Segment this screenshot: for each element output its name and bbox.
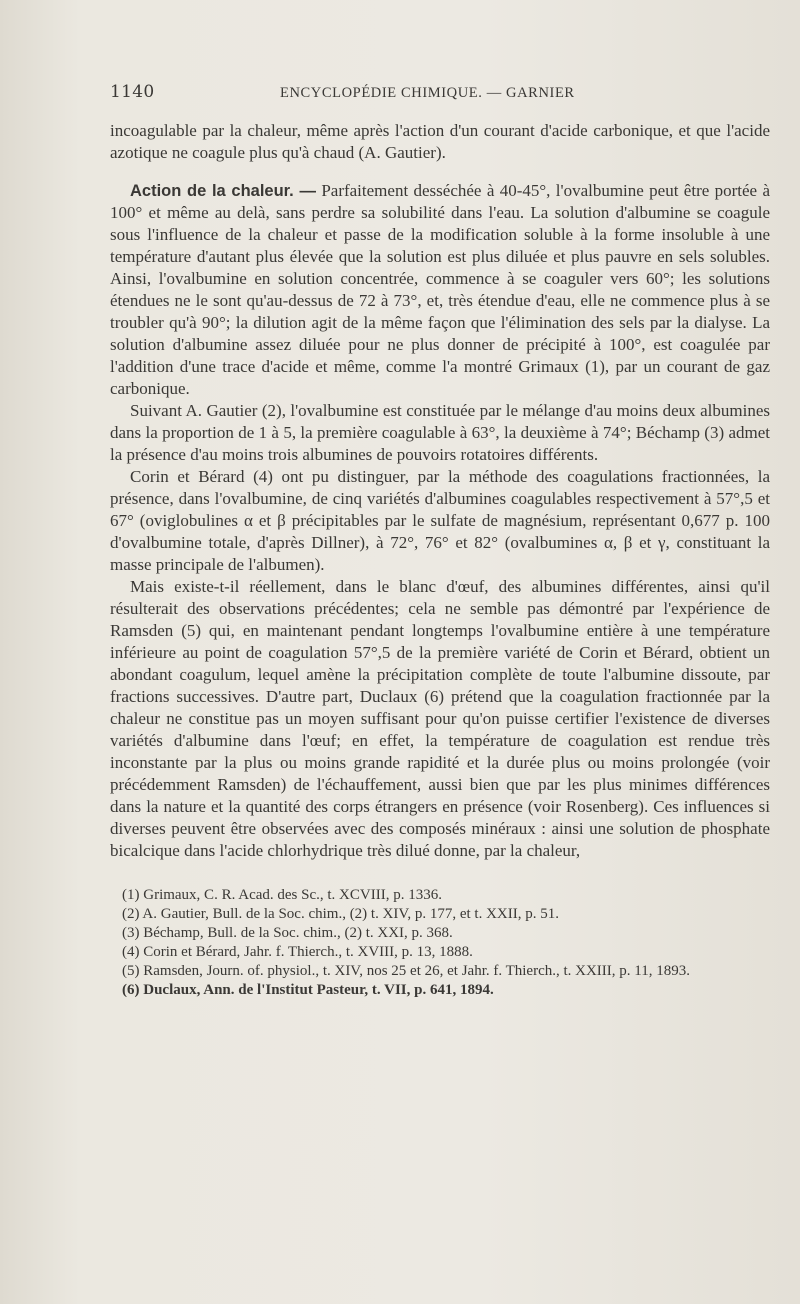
footnotes [110,886,770,1000]
footnote: (3) Béchamp, Bull. de la Soc. chim., (2) t. XXI, p. 368. [122,925,453,941]
body-text [110,120,770,862]
paragraph-text: Parfaitement desséchée à 40-45°, l'ovalbumine peut être portée à 100° et même au delà, sans perdre sa solubilité dans l'eau. La solution d'albumine se coagule sous l'influence de la chaleur et passe de la modification soluble à la forme insoluble à une température d'autant plus élevée que la solution est plus diluée et plus pauvre en sels solubles. Ainsi, l'ovalbumine en solution concentrée, commence à se coaguler vers 60°; les solutions étendues ne le sont qu'au-dessus de 72 à 73°, et, très étendue d'eau, elle ne commence plus à se troubler qu'à 90°; la dilution agit de la même façon que l'élimination des sels par la dialyse. La solution d'albumine assez diluée pour ne plus donner de précipité à 100°, est coagulée par l'addition d'une trace d'acide et même, comme l'a montré Grimaux (1), par un courant de gaz carbonique. [110,181,770,398]
paragraph-corin-berard: Corin et Bérard (4) ont pu distinguer, par la méthode des coagulations fractionnées, la présence, dans l'ovalbumine, de cinq variétés d'albumines coagulables respectivement à 57°,5 et 67° (oviglobulines α et β précipitables par le sulfate de magnésium, représentant 0,677 p. 100 d'ovalbumine totale, d'après Dillner), à 72°, 76° et 82° (ovalbumines α, β et γ, constituant la masse principale de l'albumen). [110,467,770,574]
running-title: ENCYCLOPÉDIE CHIMIQUE. — GARNIER [280,85,575,101]
paragraph-continuation: incoagulable par la chaleur, même après l'action d'un courant d'acide carbonique, et que l'acide azotique ne coagule plus qu'à chaud (A. Gautier). [110,121,770,162]
page-content [110,82,770,1000]
page-number: 1140 [110,82,155,102]
footnote: (5) Ramsden, Journ. of. physiol., t. XIV, nos 25 et 26, et Jahr. f. Thierch., t. XXIII, p. 11, 1893. [122,963,690,979]
footnote: (6) Duclaux, Ann. de l'Institut Pasteur, t. VII, p. 641, 1894. [122,982,494,998]
paragraph-heat-action [110,180,770,400]
paragraph-gautier: Suivant A. Gautier (2), l'ovalbumine est constituée par le mélange d'au moins deux albumines dans la proportion de 1 à 5, la première coagulable à 63°, la deuxième à 74°; Béchamp (3) admet la présence d'au moins trois albumines de pouvoirs rotatoires différents. [110,401,770,464]
footnote: (2) A. Gautier, Bull. de la Soc. chim., (2) t. XIV, p. 177, et t. XXII, p. 51. [122,906,559,922]
running-header [110,82,770,110]
paragraph-ramsden-duclaux: Mais existe-t-il réellement, dans le blanc d'œuf, des albumines différentes, ainsi qu'il résulterait des observations précédentes; cela ne semble pas démontré par l'expérience de Ramsden (5) qui, en maintenant pendant longtemps l'ovalbumine entière à une température inférieure au point de coagulation 57°,5 de la première variété de Corin et Bérard, obtient un abondant coagulum, lequel amène la précipitation complète de toute l'albumine dissoute, par fractions successives. D'autre part, Duclaux (6) prétend que la coagulation fractionnée par la chaleur ne constitue pas un moyen suffisant pour qu'on puisse certifier l'existence de diverses variétés d'albumine dans l'œuf; en effet, la température de coagulation est rendue très inconstante par la plus ou moins grande rapidité et la durée plus ou moins prolongée (voir précédemment Ramsden) de l'échauffement, aussi bien que par les plus minimes différences dans la nature et la quantité des corps étrangers en présence (voir Rosenberg). Ces influences si diverses peuvent être observées avec des composés minéraux : ainsi une solution de phosphate bicalcique dans l'acide chlorhydrique très dilué donne, par la chaleur, [110,577,770,860]
section-heading: Action de la chaleur. — [130,182,316,200]
footnote: (4) Corin et Bérard, Jahr. f. Thierch., t. XVIII, p. 13, 1888. [122,944,473,960]
footnote: (1) Grimaux, C. R. Acad. des Sc., t. XCVIII, p. 1336. [122,887,442,903]
